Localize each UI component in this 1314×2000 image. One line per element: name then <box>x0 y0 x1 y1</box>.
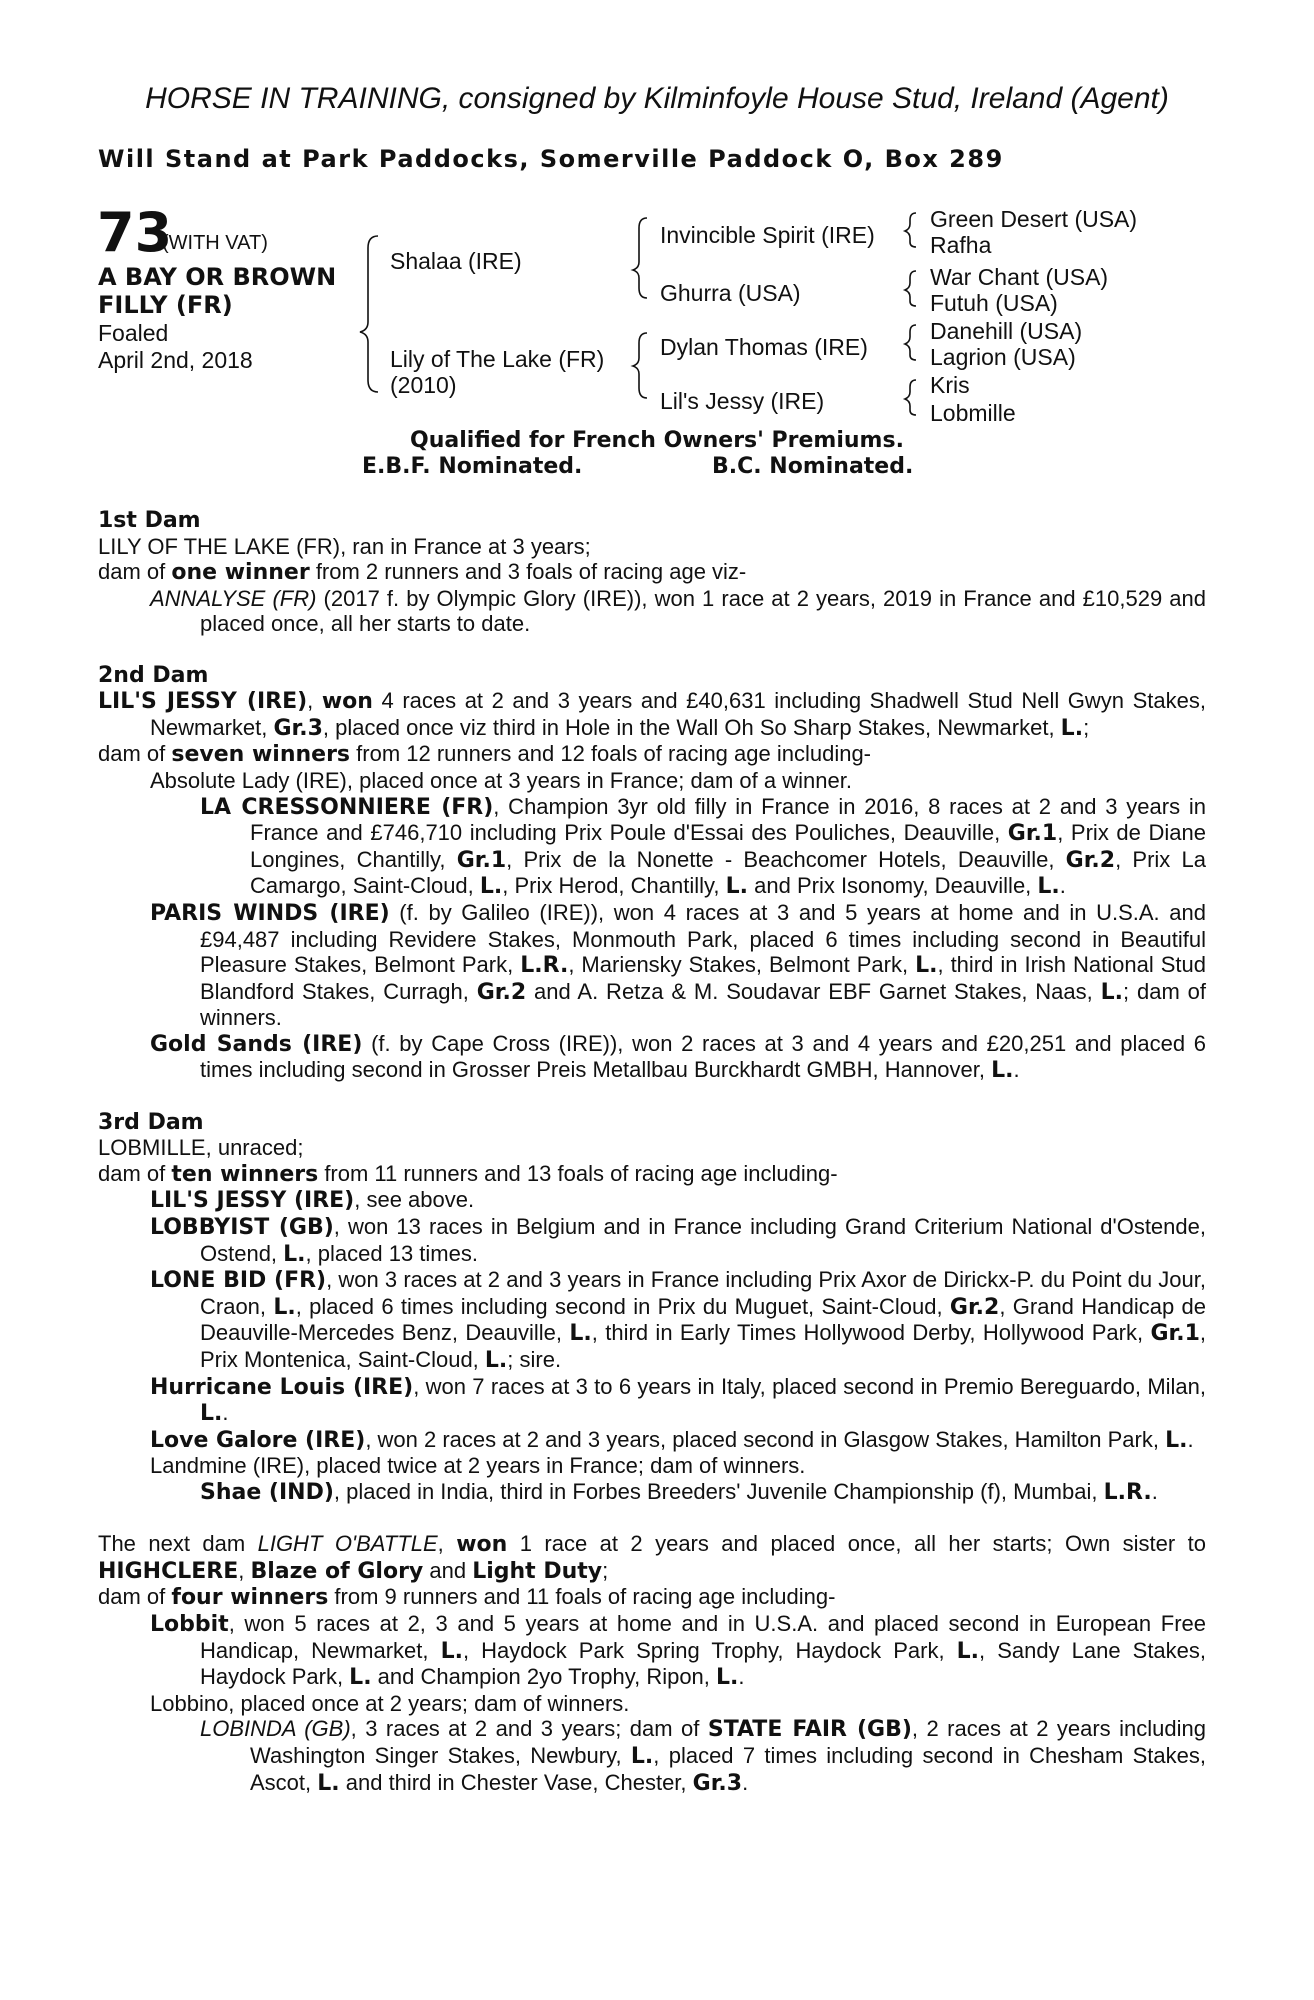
text: , Prix La Camargo, Saint-Cloud, <box>250 846 1206 899</box>
winner-count: ten winners <box>171 1161 319 1187</box>
dam1-summary: LILY OF THE LAKE (FR), ran in France at 3 years; <box>98 533 591 559</box>
text: won <box>321 689 373 715</box>
progeny-name: LONE BID (FR) <box>150 1268 327 1294</box>
text: from 12 runners and 12 foals of racing age including- <box>350 741 872 767</box>
text: dam of <box>98 741 172 767</box>
text: , Prix Montenica, Saint-Cloud, <box>200 1320 1206 1372</box>
sire-name: Shalaa (IRE) <box>390 248 522 274</box>
winner-count: one winner <box>171 560 310 586</box>
progeny-name: Lobbit <box>150 1611 229 1637</box>
race-grade: L. <box>716 1665 739 1691</box>
text: and <box>423 1557 473 1583</box>
text: and third in Chester Vase, Chester, <box>339 1769 693 1795</box>
text: and Champion 2yo Trophy, Ripon, <box>371 1664 717 1690</box>
text: . <box>1059 873 1066 899</box>
race-grade: L.R. <box>1103 1479 1152 1505</box>
dam-name: LIL'S JESSY (IRE) <box>98 689 308 715</box>
progeny-entry <box>98 1031 1206 1084</box>
text: , <box>238 1557 251 1583</box>
text: , Prix de la Nonette - Beachcomer Hotels, Deauville, <box>506 846 1066 872</box>
text: . <box>1013 1057 1020 1083</box>
text: , Prix Herod, Chantilly, <box>502 873 726 899</box>
progeny-entry <box>98 1611 1206 1691</box>
race-grade: Gr.3 <box>692 1770 743 1796</box>
text: , Prix de Diane Longines, Chantilly, <box>250 820 1206 872</box>
text: dam of <box>98 559 172 585</box>
next-dam-produce <box>98 1584 1206 1611</box>
winner-count: four winners <box>171 1585 329 1611</box>
dam2-summary <box>98 688 1206 741</box>
text: , Champion 3yr old filly in France in 2016, 8 races at 2 and 3 years in France and £746,710 including Prix Poule d'Essai des Pouliches, Deauville, <box>250 793 1206 846</box>
race-grade: L. <box>1060 715 1084 741</box>
foaled-label: Foaled <box>98 320 169 346</box>
progeny-entry <box>98 794 1206 900</box>
sire-sire-name: Invincible Spirit (IRE) <box>660 222 875 248</box>
progeny-entry <box>98 1187 1206 1214</box>
dam-sire-name: Dylan Thomas (IRE) <box>660 334 868 360</box>
text: , Mariensky Stakes, Belmont Park, <box>568 952 916 978</box>
race-grade: L. <box>915 953 938 979</box>
ancestor-name: Kris <box>930 372 970 398</box>
progeny-entry <box>98 1267 1206 1373</box>
ancestor-name: Green Desert (USA) <box>930 206 1138 232</box>
text: . <box>1151 1478 1158 1504</box>
ancestor-name: Lobmille <box>930 400 1016 426</box>
text: , see above. <box>354 1187 475 1213</box>
section-heading-3rd-dam: 3rd Dam <box>98 1109 204 1135</box>
race-grade: Gr.1 <box>1150 1321 1200 1347</box>
text: , third in Early Times Hollywood Derby, Hollywood Park, <box>591 1320 1151 1346</box>
progeny-entry <box>98 1427 1206 1454</box>
text: , won 5 races at 2, 3 and 5 years at home and in U.S.A. and placed second in European Free Handicap, Newmarket, <box>200 1610 1206 1663</box>
text: , <box>437 1531 457 1557</box>
race-grade: L.R. <box>520 953 569 979</box>
horse-description-line: FILLY (FR) <box>98 291 233 319</box>
race-grade: Gr.1 <box>1007 821 1058 847</box>
race-grade: Gr.2 <box>949 1294 1000 1320</box>
text: and Prix Isonomy, Deauville, <box>748 873 1038 899</box>
race-grade: Gr.2 <box>476 979 527 1005</box>
race-grade: L. <box>283 1241 306 1267</box>
progeny-name: Love Galore (IRE) <box>150 1427 366 1453</box>
race-grade: Gr.3 <box>273 715 323 741</box>
bc-nominated: B.C. Nominated. <box>712 454 914 479</box>
text: , placed in India, third in Forbes Breeders' Juvenile Championship (f), Mumbai, <box>333 1478 1104 1504</box>
text: dam of <box>98 1584 172 1610</box>
section-heading-1st-dam: 1st Dam <box>98 508 201 533</box>
race-grade: L. <box>440 1638 463 1664</box>
text: from 9 runners and 11 foals of racing age including- <box>328 1584 836 1610</box>
section-heading-2nd-dam: 2nd Dam <box>98 662 209 688</box>
next-dam-summary <box>98 1531 1206 1584</box>
progeny-entry: Absolute Lady (IRE), placed once at 3 years in France; dam of a winner. <box>150 767 852 793</box>
text: , Haydock Park Spring Trophy, Haydock Park, <box>462 1637 957 1663</box>
ancestor-name: Lagrion (USA) <box>930 344 1076 370</box>
sibling-name: Blaze of Glory <box>250 1558 424 1584</box>
race-grade: L. <box>1100 979 1124 1005</box>
progeny-entry <box>98 1374 1206 1427</box>
dam-foaling-year: (2010) <box>390 372 457 398</box>
horse-description-line: A BAY OR BROWN <box>98 263 337 291</box>
race-grade: L. <box>991 1058 1014 1084</box>
sire-dam-name: Ghurra (USA) <box>660 280 801 306</box>
stand-location: Will Stand at Park Paddocks, Somerville Paddock O, Box 289 <box>98 145 1004 173</box>
dam1-produce <box>98 559 1206 586</box>
text: ; <box>602 1557 609 1583</box>
ancestor-name: War Chant (USA) <box>930 264 1109 290</box>
progeny-record: (2017 f. by Olympic Glory (IRE)), won 1 race at 2 years, 2019 in France and £10,529 and placed once, all her starts to date. <box>200 585 1206 637</box>
text: , Grand Handicap de Deauville-Mercedes Benz, Deauville, <box>200 1293 1206 1346</box>
race-grade: L. <box>273 1294 296 1320</box>
progeny-entry <box>98 1214 1206 1267</box>
text: , won 13 races in Belgium and in France including Grand Criterium National d'Ostende, Ostend, <box>200 1214 1206 1266</box>
progeny-entry <box>98 900 1206 1031</box>
race-grade: L. <box>349 1665 372 1691</box>
race-grade: L. <box>484 1348 508 1373</box>
race-grade: L. <box>317 1770 340 1796</box>
progeny-name: LA CRESSONNIERE (FR) <box>200 794 494 820</box>
progeny-name: LOBBYIST (GB) <box>150 1215 334 1241</box>
sibling-name: Light Duty <box>472 1558 603 1584</box>
text: 1 race at 2 years and placed once, all her starts; Own sister to <box>507 1531 1206 1557</box>
text: (f. by Galileo (IRE)), won 4 races at 3 and 5 years at home and in U.S.A. and £94,487 including Revidere Stakes, Monmouth Park, placed 6 times including second in Beautiful Pleasure Stakes, Belmont Park, <box>200 899 1206 978</box>
text: won <box>456 1532 508 1558</box>
race-grade: Gr.1 <box>456 847 507 873</box>
progeny-name: LOBINDA (GB) <box>200 1716 351 1742</box>
text: , placed 7 times including second in Chesham Stakes, Ascot, <box>250 1742 1206 1795</box>
sibling-name: HIGHCLERE <box>98 1558 239 1584</box>
text: , won 7 races at 3 to 6 years in Italy, placed second in Premio Bereguardo, Milan, <box>413 1373 1207 1399</box>
text: , placed 6 times including second in Prix du Muguet, Saint-Cloud, <box>295 1293 950 1319</box>
progeny-name: LIL'S JESSY (IRE) <box>150 1188 355 1214</box>
race-grade: L. <box>479 874 503 900</box>
dam-name: Lily of The Lake (FR) <box>390 346 605 372</box>
text: ; sire. <box>507 1347 562 1372</box>
text: dam of <box>98 1160 172 1186</box>
foaled-date: April 2nd, 2018 <box>98 347 253 373</box>
race-grade: L. <box>725 874 749 900</box>
text: , Sandy Lane Stakes, Haydock Park, <box>200 1637 1207 1690</box>
progeny-entry <box>98 586 1206 637</box>
text: 4 races at 2 and 3 years and £40,631 including Shadwell Stud Nell Gwyn Stakes, Newmarket, <box>150 688 1206 740</box>
text: ; <box>1083 714 1090 740</box>
progeny-entry <box>98 1479 1206 1506</box>
race-grade: Gr.2 <box>1065 847 1116 873</box>
progeny-entry: Lobbino, placed once at 2 years; dam of winners. <box>150 1690 630 1716</box>
race-grade: L. <box>200 1401 223 1427</box>
text: , 2 races at 2 years including Washington Singer Stakes, Newbury, <box>250 1716 1206 1768</box>
progeny-entry: Landmine (IRE), placed twice at 2 years in France; dam of winners. <box>150 1453 806 1479</box>
pedigree-notes <box>98 508 1206 1796</box>
race-grade: L. <box>1037 874 1060 900</box>
text: . <box>222 1400 229 1426</box>
french-premiums-statement: Qualified for French Owners' Premiums. <box>410 428 904 453</box>
text: and A. Retza & M. Soudavar EBF Garnet Stakes, Naas, <box>526 978 1101 1004</box>
text: ; dam of winners. <box>200 978 1207 1031</box>
catalogue-header: HORSE IN TRAINING, consigned by Kilminfoyle House Stud, Ireland (Agent) <box>145 82 1169 115</box>
progeny-name: Hurricane Louis (IRE) <box>150 1374 414 1400</box>
progeny-name: ANNALYSE (FR) <box>150 585 317 611</box>
race-grade: L. <box>630 1743 654 1769</box>
text: , placed 13 times. <box>305 1240 478 1266</box>
race-grade: L. <box>1165 1427 1188 1453</box>
text: , won 3 races at 2 and 3 years in France including Prix Axor de Dirickx-P. du Point du Jour, Craon, <box>200 1267 1206 1319</box>
text: , <box>307 688 322 714</box>
text: from 11 runners and 13 foals of racing age including- <box>318 1160 838 1186</box>
text: , 3 races at 2 and 3 years; dam of <box>350 1716 708 1742</box>
ancestor-name: Futuh (USA) <box>930 290 1058 316</box>
vat-note: (WITH VAT) <box>162 232 268 254</box>
text: . <box>742 1769 749 1795</box>
dam3-summary: LOBMILLE, unraced; <box>98 1135 304 1161</box>
text: , won 2 races at 2 and 3 years, placed second in Glasgow Stakes, Hamilton Park, <box>365 1426 1166 1452</box>
text: from 2 runners and 3 foals of racing age viz- <box>309 559 747 585</box>
race-grade: L. <box>569 1321 592 1347</box>
text: . <box>738 1664 745 1690</box>
dam-name: LIGHT O'BATTLE <box>257 1531 438 1557</box>
text: , third in Irish National Stud Blandford Stakes, Curragh, <box>200 952 1207 1004</box>
race-grade: L. <box>956 1638 980 1664</box>
dam-dam-name: Lil's Jessy (IRE) <box>660 388 825 414</box>
progeny-name: PARIS WINDS (IRE) <box>150 900 390 926</box>
winner-count: seven winners <box>171 742 351 768</box>
text: The next dam <box>98 1531 258 1557</box>
text: . <box>1187 1426 1194 1452</box>
progeny-name: STATE FAIR (GB) <box>707 1717 912 1743</box>
progeny-entry <box>98 1716 1206 1796</box>
progeny-name: Shae (IND) <box>200 1479 334 1505</box>
text: , placed once viz third in Hole in the Wall Oh So Sharp Stakes, Newmarket, <box>322 714 1061 740</box>
progeny-name: Gold Sands (IRE) <box>150 1031 363 1057</box>
ebf-nominated: E.B.F. Nominated. <box>362 454 583 479</box>
dam2-produce <box>98 741 1206 768</box>
dam3-produce <box>98 1161 1206 1188</box>
text: (f. by Cape Cross (IRE)), won 2 races at 3 and 4 years and £20,251 and placed 6 times including second in Grosser Preis Metallbau Burckhardt GMBH, Hannover, <box>200 1030 1206 1083</box>
lot-number: 73 <box>97 201 173 264</box>
ancestor-name: Danehill (USA) <box>930 318 1083 344</box>
ancestor-name: Rafha <box>930 232 992 258</box>
